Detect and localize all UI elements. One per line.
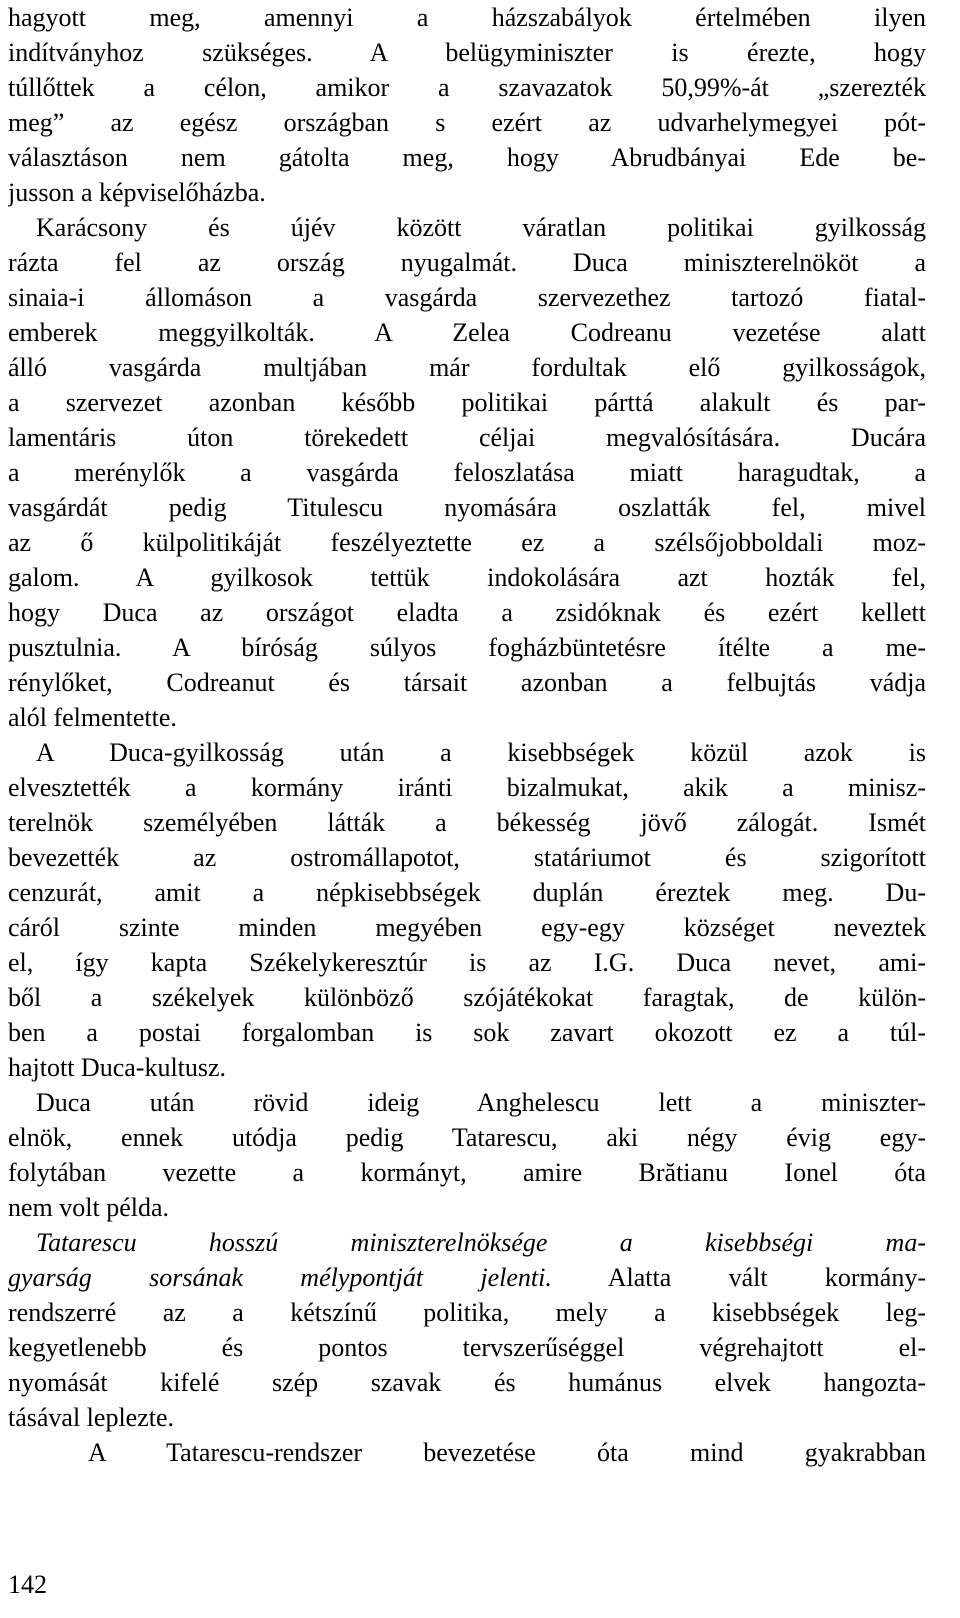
text-line: emberek meggyilkolták. A Zelea Codreanu vezetése alatt — [8, 318, 926, 347]
text-line: galom. A gyilkosok tettük indokolására azt hozták fel, — [8, 563, 926, 592]
text-line: A Duca-gyilkosság után a kisebbségek közül azok is — [36, 738, 926, 767]
text-line: tásával leplezte. — [8, 1403, 175, 1432]
text-line: Duca után rövid ideig Anghelescu lett a miniszter- — [36, 1088, 926, 1117]
text-line: nyomását kifelé szép szavak és humánus elvek hangozta- — [8, 1368, 926, 1397]
text-line: Karácsony és újév között váratlan politikai gyilkosság — [36, 213, 926, 242]
text-line: bevezették az ostromállapotot, statáriumot és szigorított — [8, 843, 926, 872]
text-line: a szervezet azonban később politikai párttá alakult és par- — [8, 388, 926, 417]
text-line: vasgárdát pedig Titulescu nyomására oszlatták fel, mivel — [8, 493, 926, 522]
text-line: cáról szinte minden megyében egy-egy községet neveztek — [8, 913, 926, 942]
text-line: indítványhoz szükséges. A belügyminiszter is érezte, hogy — [8, 38, 926, 67]
italic-text: Tatarescu hosszú miniszterelnöksége a kisebbségi ma- — [36, 1228, 926, 1257]
text-line: túllőttek a célon, amikor a szavazatok 50,99%-át „szerezték — [8, 73, 926, 102]
text-line: rénylőket, Codreanut és társait azonban a felbujtás vádja — [8, 668, 926, 697]
regular-text: Alatta vált kormány- — [551, 1263, 926, 1292]
text-line: pusztulnia. A bíróság súlyos fogházbüntetésre ítélte a me- — [8, 633, 926, 662]
text-line: terelnök személyében látták a békesség jövő zálogát. Ismét — [8, 808, 926, 837]
text-line: rendszerré az a kétszínű politika, mely a kisebbségek leg- — [8, 1298, 926, 1327]
text-line: nem volt példa. — [8, 1193, 170, 1222]
text-line: folytában vezette a kormányt, amire Brătianu Ionel óta — [8, 1158, 926, 1187]
text-line: elnök, ennek utódja pedig Tatarescu, aki négy évig egy- — [8, 1123, 926, 1152]
text-line: meg” az egész országban s ezért az udvarhelymegyei pót- — [8, 108, 926, 137]
document-page — [8, 0, 926, 1470]
text-line: ben a postai forgalomban is sok zavart okozott ez a túl- — [8, 1018, 926, 1047]
text-line: alól felmentette. — [8, 703, 177, 732]
text-line: sinaia-i állomáson a vasgárda szervezethez tartozó fiatal- — [8, 283, 926, 312]
text-line: kegyetlenebb és pontos tervszerűséggel végrehajtott el- — [8, 1333, 926, 1362]
text-line: az ő külpolitikáját feszélyeztette ez a szélsőjobboldali moz- — [8, 528, 926, 557]
text-line: A Tatarescu-rendszer bevezetése óta mind gyakrabban — [88, 1438, 926, 1467]
text-line: jusson a képviselőházba. — [8, 178, 266, 207]
text-line: el, így kapta Székelykeresztúr is az I.G. Duca nevet, ami- — [8, 948, 926, 977]
text-line: hagyott meg, amennyi a házszabályok értelmében ilyen — [8, 3, 926, 32]
italic-text: gyarság sorsának mélypontját jelenti. — [8, 1263, 552, 1292]
text-line: választáson nem gátolta meg, hogy Abrudbányai Ede be- — [8, 143, 926, 172]
page-number: 142 — [8, 1570, 47, 1599]
text-line: lamentáris úton törekedett céljai megvalósítására. Ducára — [8, 423, 926, 452]
text-line — [8, 1225, 926, 1260]
text-line — [8, 1260, 926, 1295]
text-line: cenzurát, amit a népkisebbségek duplán éreztek meg. Du- — [8, 878, 926, 907]
text-line: rázta fel az ország nyugalmát. Duca miniszterelnököt a — [8, 248, 926, 277]
text-line: hogy Duca az országot eladta a zsidóknak és ezért kellett — [8, 598, 926, 627]
text-line: elvesztették a kormány iránti bizalmukat, akik a minisz- — [8, 773, 926, 802]
text-line: álló vasgárda multjában már fordultak elő gyilkosságok, — [8, 353, 926, 382]
text-line: a merénylők a vasgárda feloszlatása miatt haragudtak, a — [8, 458, 926, 487]
text-line: ből a székelyek különböző szójátékokat faragtak, de külön- — [8, 983, 926, 1012]
text-line: hajtott Duca-kultusz. — [8, 1053, 227, 1082]
